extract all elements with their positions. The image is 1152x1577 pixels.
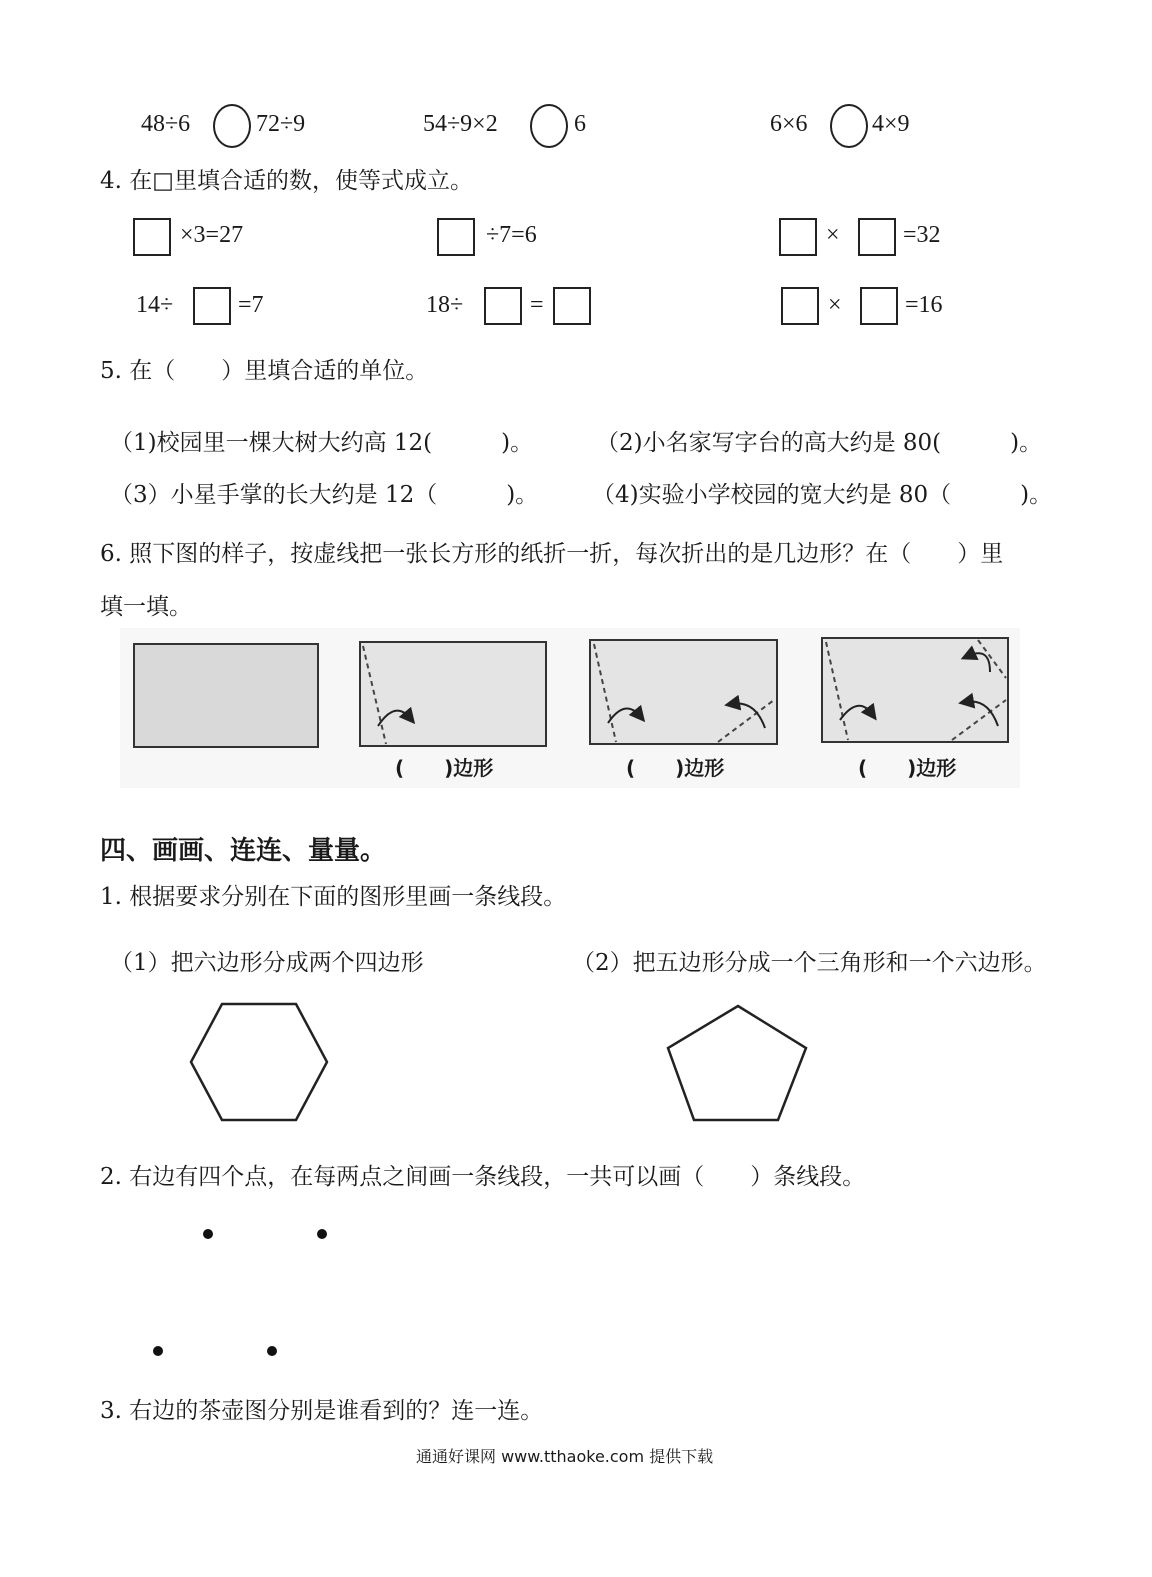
compare-a-left: 48÷6 <box>141 111 191 137</box>
q4-box-6a[interactable] <box>781 287 819 325</box>
q4-box-5a[interactable] <box>484 287 522 325</box>
compare-c-right: 4×9 <box>872 111 910 137</box>
q5-item-2: （2)小名家写字台的高大约是 80( )。 <box>596 430 1043 456</box>
fold-caption-3: ( )边形 <box>858 756 957 780</box>
q4-expr-1: ×3=27 <box>180 222 244 248</box>
q4-expr-6-mid: × <box>828 292 842 318</box>
paper-rect-1 <box>134 644 318 747</box>
q6-title: 6. 照下图的样子，按虚线把一张长方形的纸折一折，每次折出的是几边形？在（ ）里 <box>100 541 1004 567</box>
s4-q1-a: （1）把六边形分成两个四边形 <box>110 950 424 976</box>
q4-expr-4-end: =7 <box>238 292 264 318</box>
compare-circle-c[interactable] <box>830 104 868 148</box>
s4-q1-b: （2）把五边形分成一个三角形和一个六边形。 <box>572 950 1047 976</box>
hexagon-shape[interactable] <box>186 1000 332 1124</box>
q4-box-6b[interactable] <box>860 287 898 325</box>
section-4-heading: 四、画画、连连、量量。 <box>100 836 387 866</box>
s4-q2-title: 2. 右边有四个点，在每两点之间画一条线段，一共可以画（ ）条线段。 <box>100 1164 866 1190</box>
paper-rect-3 <box>590 640 777 744</box>
q5-title: 5. 在（ ）里填合适的单位。 <box>100 358 429 384</box>
q4-expr-2: ÷7=6 <box>486 222 537 248</box>
point-bottom-left <box>153 1346 163 1356</box>
four-points <box>140 1218 340 1368</box>
q4-expr-3-end: =32 <box>903 222 941 248</box>
point-bottom-right <box>267 1346 277 1356</box>
q4-expr-4-pre: 14÷ <box>136 292 174 318</box>
compare-a-right: 72÷9 <box>256 111 306 137</box>
q6-title-cont: 填一填。 <box>100 594 192 620</box>
q4-box-4[interactable] <box>193 287 231 325</box>
q5-item-3: （3）小星手掌的长大约是 12（ )。 <box>110 482 539 508</box>
paper-rect-2 <box>360 642 546 746</box>
footer: 通通好课网 www.tthaoke.com 提供下载 <box>416 1447 714 1466</box>
q4-expr-3-mid: × <box>826 222 840 248</box>
fold-caption-1: ( )边形 <box>395 756 494 780</box>
compare-b-left: 54÷9×2 <box>423 111 498 137</box>
q5-item-1: （1)校园里一棵大树大约高 12( )。 <box>110 430 534 456</box>
q5-item-4: （4)实验小学校园的宽大约是 80（ )。 <box>592 482 1053 508</box>
q4-box-1[interactable] <box>133 218 171 256</box>
q4-expr-5-pre: 18÷ <box>426 292 464 318</box>
q4-expr-5-mid: = <box>530 292 544 318</box>
compare-circle-a[interactable] <box>213 104 251 148</box>
compare-b-right: 6 <box>574 111 586 137</box>
point-top-right <box>317 1229 327 1239</box>
pentagon-shape[interactable] <box>664 1000 812 1124</box>
q4-box-3a[interactable] <box>779 218 817 256</box>
q4-box-3b[interactable] <box>858 218 896 256</box>
q4-box-2[interactable] <box>437 218 475 256</box>
point-top-left <box>203 1229 213 1239</box>
fold-caption-2: ( )边形 <box>626 756 725 780</box>
s4-q1-title: 1. 根据要求分别在下面的图形里画一条线段。 <box>100 884 567 910</box>
paper-rect-4 <box>822 638 1008 742</box>
q4-expr-6-end: =16 <box>905 292 943 318</box>
s4-q3-title: 3. 右边的茶壶图分别是谁看到的？连一连。 <box>100 1398 544 1424</box>
compare-c-left: 6×6 <box>770 111 808 137</box>
q4-title: 4. 在□里填合适的数，使等式成立。 <box>100 168 473 194</box>
compare-circle-b[interactable] <box>530 104 568 148</box>
q4-box-5b[interactable] <box>553 287 591 325</box>
